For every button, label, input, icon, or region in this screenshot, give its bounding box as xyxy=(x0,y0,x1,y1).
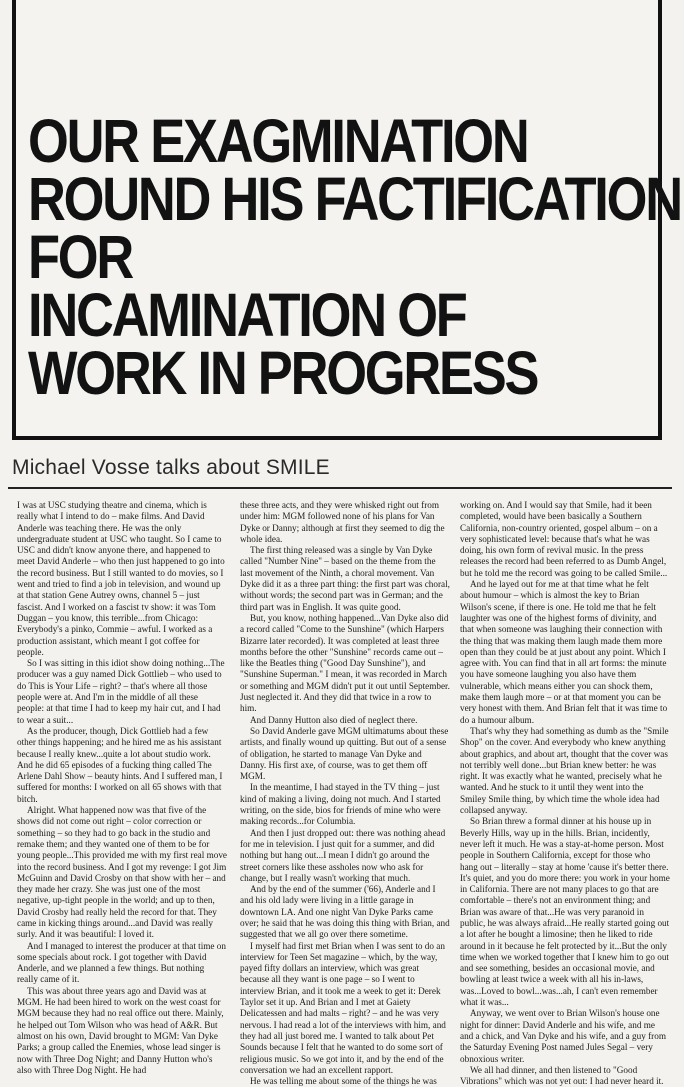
paragraph: And he layed out for me at that time what he felt about humour – which is almost the key to Brian Wilson's scene, if there is one. He told me that he felt laughter was one of the highest forms of divinity, and that when someone was laughing their connection with the thing that was making them laugh made them more open than they could be at just about any point. Which I agree with. You can find that in all art forms: the minute you have someone laughing you also have them vulnerable, which means either you can shock them, make them laugh more – or at that moment you can be very honest with them. And Brian felt that it was time to do a humour album. xyxy=(460,579,668,725)
article-column-2 xyxy=(240,500,450,1087)
article-column-3 xyxy=(460,500,670,1087)
paragraph: The first thing released was a single by Van Dyke called "Number Nine" – based on the theme from the last movement of the Ninth, a choral movement. Van Dyke did it as a three part thing: the first part was choral, without words; the second part was in German; and the third part was in English. It was quite good. xyxy=(240,545,450,612)
paragraph: working on. And I would say that Smile, had it been completed, would have been basically a Southern California, non-country oriented, gospel album – on a very sophisticated level: because that's what he was doing, his own form of revival music. In the press releases the record had been referred to as Dumb Angel, but he told me the record was going to be called Smile... xyxy=(460,500,668,578)
paragraph: I myself had first met Brian when I was sent to do an interview for Teen Set magazine – which, by the way, payed fifty dollars an interview, which was great because all they want is one page – so I went to interview Brian, and it took me a week to get it: Derek Taylor set it up. And Brian and I met at Gaiety Delicatessen and had malts – right? – and he was very nervous. I had read a lot of the interviews with him, and they had all just bored me. I wanted to talk about Pet Sounds because I felt that he wanted to do some sort of religious music. So we got into it, and by the end of the conversation we had an excellent rapport. xyxy=(240,940,446,1075)
paragraph: these three acts, and they were whisked right out from under him: MGM followed none of his plans for Van Dyke or Danny; although at first they seemed to dig the whole idea. xyxy=(240,500,445,544)
headline xyxy=(28,107,681,407)
paragraph: As the producer, though, Dick Gottlieb had a few other things happening; and he hired me as his assistant because I really knew...quite a lot about studio work. And he did 65 episodes of a fucking thing called The Arlene Dahl Show – beauty hints. And I suffered man, I suffered for months: I worked on all 65 shows with that bitch. xyxy=(17,725,223,804)
headline-line: FOR xyxy=(28,223,133,291)
paragraph: But, you know, nothing happened...Van Dyke also did a record called "Come to the Sunshine" (which Harpers Bizarre later recorded). It was completed at least three months before the other "Sunshine" records came out – like the Beatles thing ("Good Day Sunshine"), and "Sunshine Superman." I mean, it was recorded in March or something and MGM didn't put it out until September. Just neglected it. And they did that twice in a row to him. xyxy=(240,612,450,714)
paragraph: And I managed to interest the producer at that time on some specials about rock. I got together with David Anderle, and we planned a few things. But nothing really came of it. xyxy=(17,940,226,985)
paragraph: Alright. What happened now was that five of the shows did not come out right – color correction or something – so they had to go back in the studio and remake them; and they wanted one of them to be for young people...This provided me with my first real move into the record business. And I got my revenge: I got Jim McGuinn and David Crosby on that show with her – and they made her crazy. She was just one of the most negative, up-tight people in the world; and up to then, David Crosby had really held the record for that. They came in kicking things around...and David was really surly. And it was beautiful: I loved it. xyxy=(17,805,227,940)
headline-line: WORK IN PROGRESS xyxy=(28,339,538,407)
paragraph: We all had dinner, and then listened to "Good Vibrations" which was not yet out: I had never heard it. xyxy=(460,1064,664,1087)
headline-line: OUR EXAGMINATION xyxy=(28,107,528,175)
paragraph: That's why they had something as dumb as the "Smile Shop" on the cover. And everybody who knew anything about graphics, and about art, thought that the cover was not terribly well done...but Brian knew better: he was right. It was exactly what he wanted, precisely what he wanted. And he stuck to it until they went into the Smiley Smile thing, by which time the whole idea had collapsed anyway. xyxy=(460,725,669,816)
paragraph: He was telling me about some of the things he was xyxy=(250,1076,437,1087)
paragraph: Anyway, we went over to Brian Wilson's house one night for dinner: David Anderle and his wife, and me and a chick, and Van Dyke and his wife, and a guy from the Saturday Evening Post named Jules Segal – very obnoxious writer. xyxy=(460,1008,666,1064)
headline-line: INCAMINATION OF xyxy=(28,281,466,349)
byline-rule xyxy=(8,487,672,489)
byline: Michael Vosse talks about SMILE xyxy=(12,456,330,479)
paragraph: In the meantime, I had stayed in the TV thing – just kind of making a living, doing not much. And I started writing, on the side, bios for friends of mine who were making records...for Columbia. xyxy=(240,782,441,827)
paragraph: So Brian threw a formal dinner at his house up in Beverly Hills, way up in the hills. Brian, incidently, never left it much. He was a stay-at-home person. Most people in Southern California, except for those who hang out – literally – stay at home 'cause it's better there. It's quiet, and you do more there: you work in your home in California. There are not many places to go that are comfortable – there's not an environment thing; and Brian was aware of that...He was very paranoid in public, he was always afraid...He really started going out a lot after he bought a limosine; then he liked to ride around in it because he felt protected by it...But the only time when we worked together that I knew him to go out and see something, besides an occasional movie, and bowling at least twice a week with all his in-laws, was...Loved to bowl...was...ah, I can't even remember what it was... xyxy=(460,816,670,1008)
paragraph: And Danny Hutton also died of neglect there. xyxy=(250,714,418,725)
paragraph: So I was sitting in this idiot show doing nothing...The producer was a guy named Dick Gottlieb – who used to do This is Your Life – right? – that's where all those people were at. And I'm in the middle of all these people: at that time I had to keep my hair cut, and I had to wear a suit... xyxy=(17,658,225,725)
paragraph: So David Anderle gave MGM ultimatums about these artists, and finally wound up quitting. But out of a sense of obligation, he started to manage Van Dyke and Danny. His first axe, of course, was to get them off MGM. xyxy=(240,725,449,782)
paragraph: And by the end of the summer ('66), Anderle and I and his old lady were living in a little garage in downtown LA. And one night Van Dyke Parks came over; he said that he was doing this thing with Brian, and suggested that we all go over there sometime. xyxy=(240,884,450,940)
paragraph: And then I just dropped out: there was nothing ahead for me in television. I just quit for a summer, and did nothing but hang out...I mean I didn't go around the street corners like these assholes now who ask for change, but I really wasn't working that much. xyxy=(240,827,446,883)
paragraph: This was about three years ago and David was at MGM. He had been hired to work on the west coast for MGM because they had no real office out there. Mainly, he helped out Tom Wilson who was head of A&R. But almost on his own, David brought to MGM: Van Dyke Parks; a group called the Enemies, whose lead singer is now with Three Dog Night; and Danny Hutton who's also with Three Dog Night. He had xyxy=(17,985,224,1075)
headline-line: ROUND HIS FACTIFICATION xyxy=(28,165,681,233)
article-column-1 xyxy=(17,500,227,1075)
paragraph: I was at USC studying theatre and cinema, which is really what I intend to do – make films. And David Anderle was teaching there. He was the only undergraduate student at USC who taught. So I came to USC and didn't know anyone there, and happened to meet David Anderle – who then just happened to go into the record business. But I still wanted to do movies, so I went and tried to find a job in television, and wound up at that station Gene Autrey owns, channel 5 – just fascist. And I worked on a fascist tv show: it was Tom Duggan – you know, this terrible...from Chicago: Everybody's a pinko, Commie – awful. I worked as a production assistant, which meant I got coffee for people. xyxy=(17,500,225,657)
